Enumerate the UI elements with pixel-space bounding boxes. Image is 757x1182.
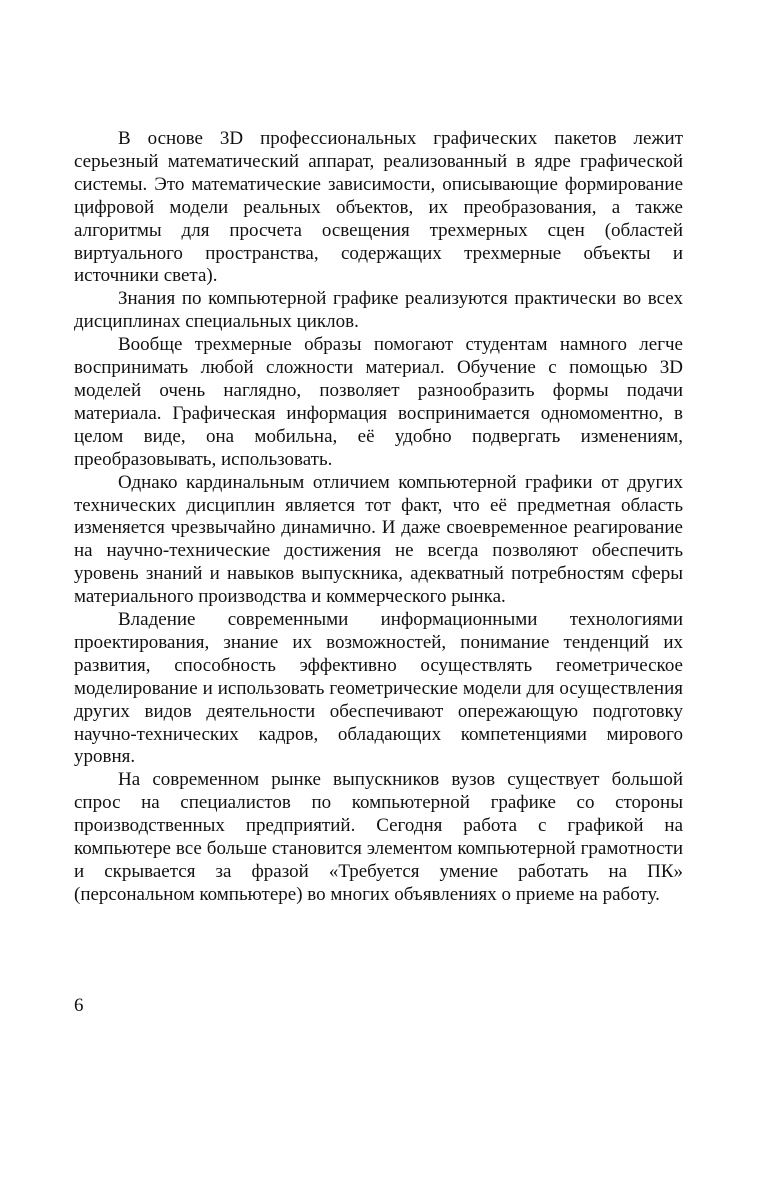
paragraph-3d-images: Вообще трехмерные образы помогают студентам намного легче воспринимать любой сложности материал. Обучение с помощью 3D моделей очень наглядно, позволяет разнообразить формы подачи материала. Графическая информация воспринимается одномоментно, в целом виде, она мобильна, её удобно подвергать изменениям, преобразовывать, использовать. [74, 334, 683, 470]
paragraph-job-market: На современном рынке выпускников вузов существует большой спрос на специалистов по компьютерной графике со стороны производственных предприятий. Сегодня работа с графикой на компьютере все больше становится элементом компьютерной грамотности и скрывается за фразой «Требуется умение работать на ПК» (персональном компьютере) во многих объявлениях о приеме на работу. [74, 769, 683, 905]
page-number: 6 [74, 995, 84, 1016]
page-body [74, 128, 683, 907]
paragraph-dynamics: Однако кардинальным отличием компьютерной графики от других технических дисциплин является тот факт, что её предметная область изменяется чрезвычайно динамично. И даже своевременное реагирование на научно-технические достижения не всегда позволяют обеспечить уровень знаний и навыков выпускника, адекватный потребностям сферы материального производства и коммерческого рынка. [74, 471, 683, 608]
paragraph-3d-packages: В основе 3D профессиональных графических пакетов лежит серьезный математический аппарат, реализованный в ядре графической системы. Это математические зависимости, описывающие формирование цифровой модели реальных объектов, их преобразования, а также алгоритмы для просчета освещения трехмерных сцен (областей виртуального пространства, содержащих трехмерные объекты и источники света). [74, 128, 683, 287]
paragraph-technologies: Владение современными информационными технологиями проектирования, знание их возможностей, понимание тенденций их развития, способность эффективно осуществлять геометрическое моделирование и использовать геометрические модели для осуществления других видов деятельности обеспечивают опережающую подготовку научно-технических кадров, обладающих компетенциями мирового уровня. [74, 609, 683, 768]
paragraph-knowledge: Знания по компьютерной графике реализуются практически во всех дисциплинах специальных циклов. [74, 288, 683, 333]
